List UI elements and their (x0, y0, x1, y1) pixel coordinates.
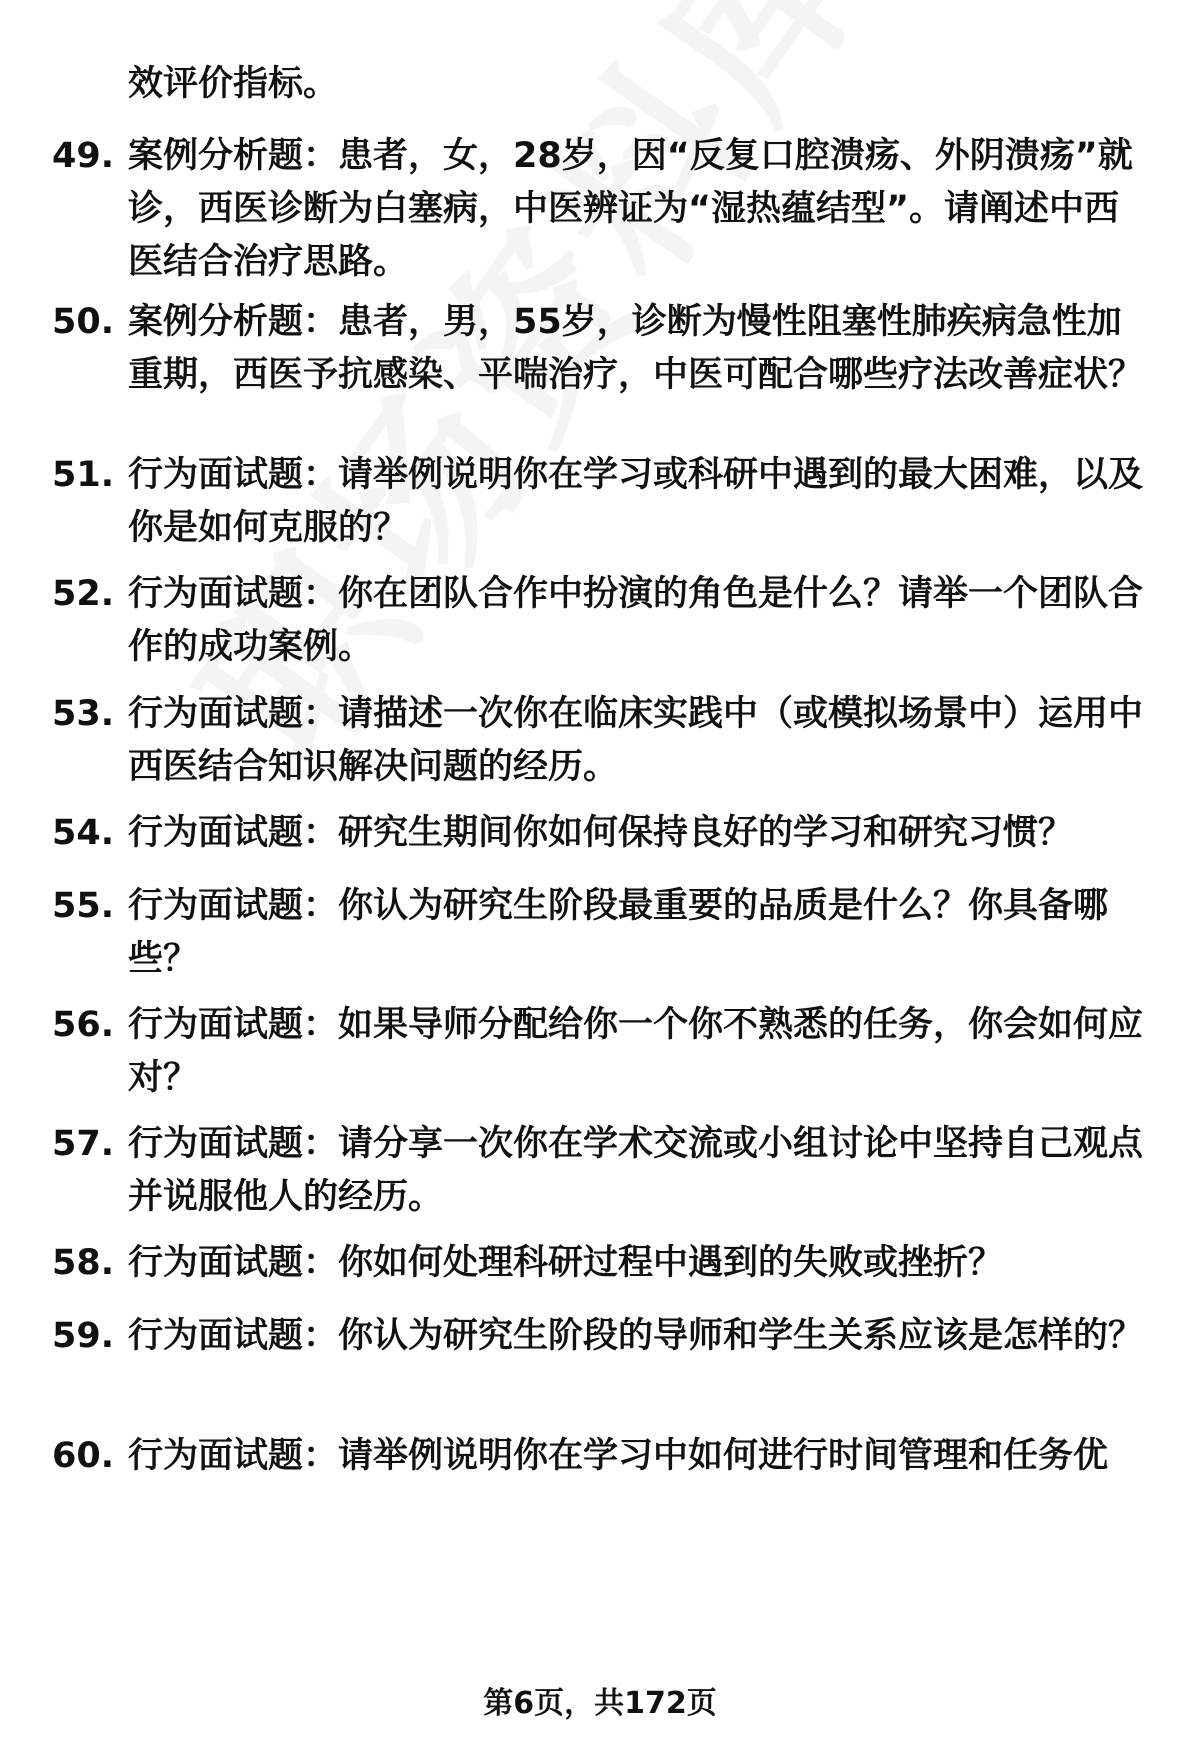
question-text: 行为面试题：如果导师分配给你一个你不熟悉的任务，你会如何应对？ (128, 1005, 1144, 1098)
page-footer: 第6页，共172页 (483, 1686, 717, 1721)
question-number: 60. (52, 1436, 115, 1476)
question-item (0, 999, 1200, 1105)
question-text: 行为面试题：请举例说明你在学习中如何进行时间管理和任务优 (128, 1436, 1109, 1476)
question-text: 行为面试题：请举例说明你在学习或科研中遇到的最大困难，以及你是如何克服的？ (128, 455, 1144, 548)
question-text: 行为面试题：你认为研究生阶段最重要的品质是什么？你具备哪些？ (128, 886, 1109, 979)
question-text: 行为面试题：你如何处理科研过程中遇到的失败或挫折？ (128, 1243, 1004, 1283)
question-item (0, 688, 1200, 794)
question-text: 行为面试题：你认为研究生阶段的导师和学生关系应该是怎样的？ (128, 1316, 1144, 1356)
question-number: 54. (52, 813, 115, 853)
question-item (0, 1310, 1200, 1363)
question-number: 50. (52, 302, 115, 342)
question-number: 59. (52, 1316, 115, 1356)
question-number: 52. (52, 574, 115, 614)
question-item (0, 296, 1200, 402)
question-item (0, 1430, 1200, 1483)
continuation-text: 效评价指标。 (128, 64, 339, 104)
question-number: 56. (52, 1005, 115, 1045)
question-item (0, 449, 1200, 555)
question-number: 58. (52, 1243, 115, 1283)
question-text: 行为面试题：请分享一次你在学术交流或小组讨论中坚持自己观点并说服他人的经历。 (128, 1124, 1144, 1217)
question-text: 行为面试题：请描述一次你在临床实践中（或模拟场景中）运用中西医结合知识解决问题的经历。 (128, 694, 1144, 787)
question-item (0, 880, 1200, 986)
question-text: 行为面试题：你在团队合作中扮演的角色是什么？请举一个团队合作的成功案例。 (128, 574, 1144, 667)
question-text: 案例分析题：患者，男，55岁，诊断为慢性阻塞性肺疾病急性加重期，西医予抗感染、平喘治疗，中医可配合哪些疗法改善症状？ (128, 302, 1144, 395)
question-item (0, 1237, 1200, 1290)
question-text: 行为面试题：研究生期间你如何保持良好的学习和研究习惯？ (128, 813, 1074, 853)
watermark (130, 0, 921, 807)
question-number: 51. (52, 455, 115, 495)
question-item (0, 1118, 1200, 1224)
question-number: 55. (52, 886, 115, 926)
question-item (0, 130, 1200, 289)
question-item (0, 807, 1200, 860)
question-number: 49. (52, 136, 115, 176)
question-number: 53. (52, 694, 115, 734)
question-text: 案例分析题：患者，女，28岁，因“反复口腔溃疡、外阴溃疡”就诊，西医诊断为白塞病，中医辨证为“湿热蕴结型”。请阐述中西医结合治疗思路。 (128, 136, 1133, 282)
question-item (0, 568, 1200, 674)
question-number: 57. (52, 1124, 115, 1164)
